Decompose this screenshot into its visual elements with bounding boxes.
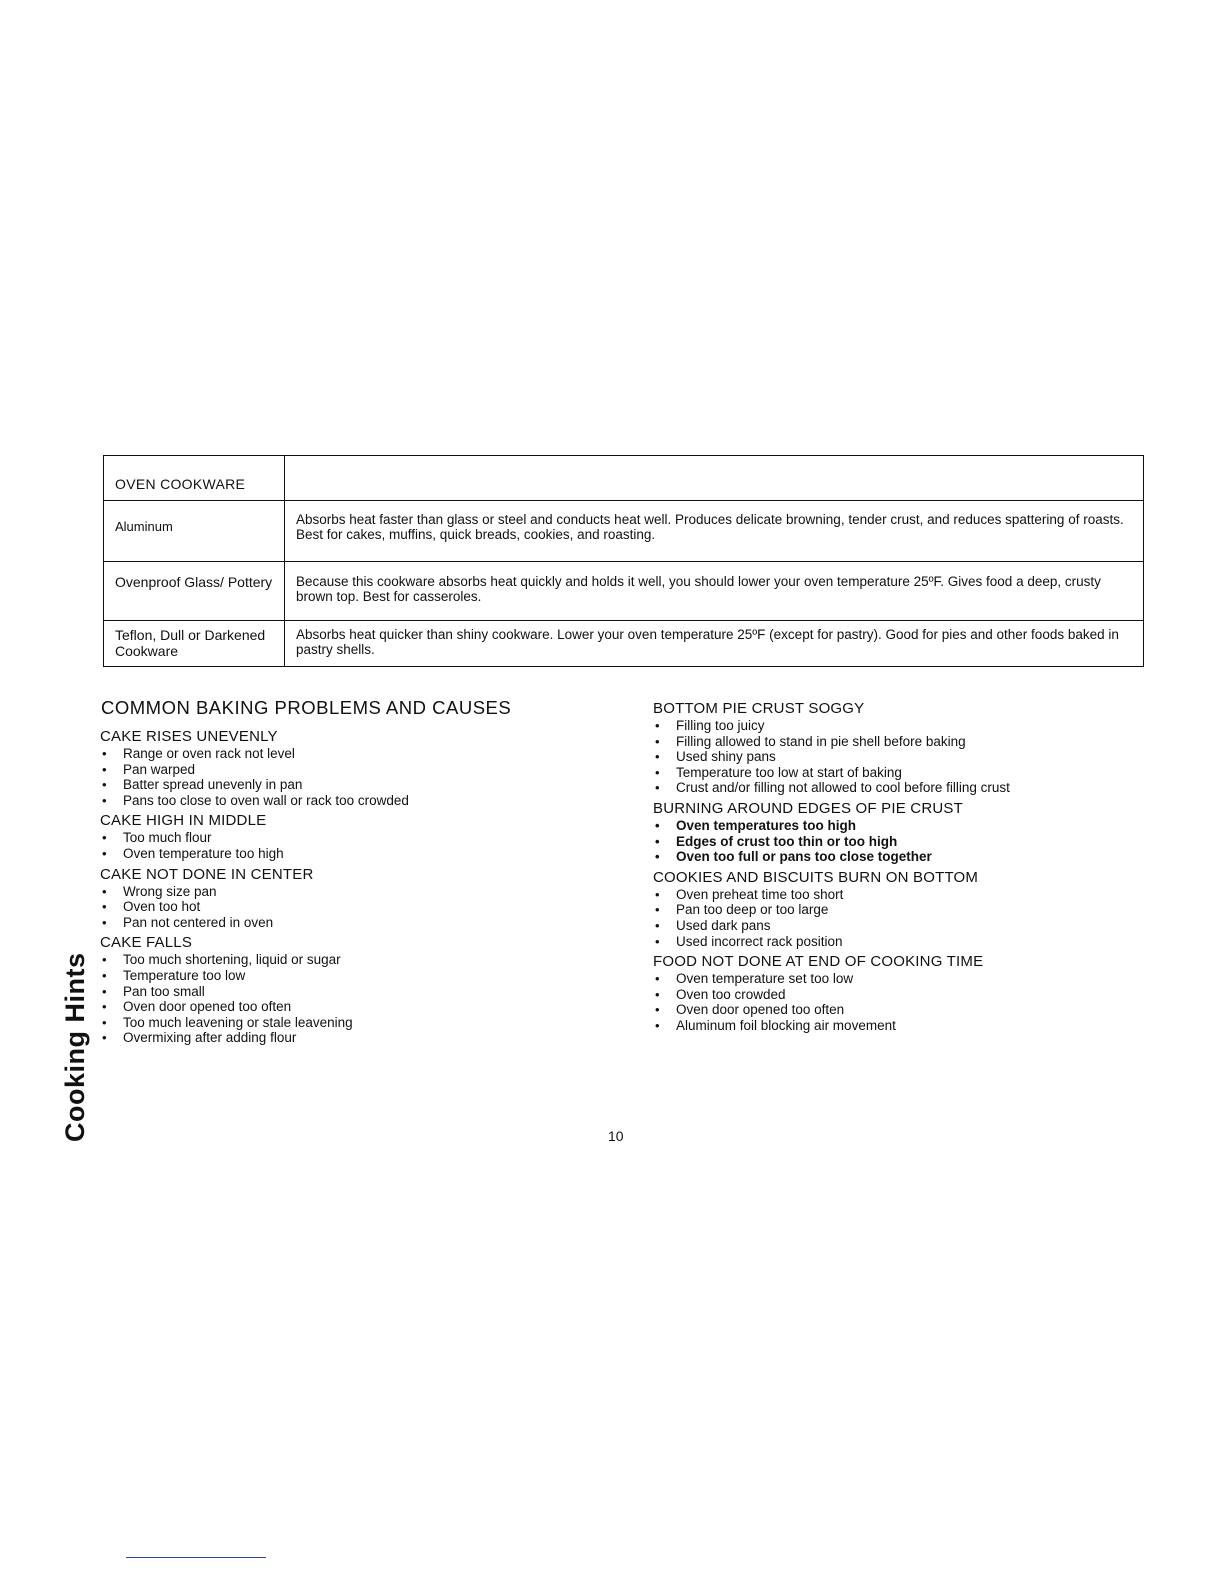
cause-item: • Pan too deep or too large bbox=[653, 902, 1123, 918]
cause-item: • Oven temperatures too high bbox=[653, 818, 1123, 834]
cause-item: • Oven door opened too often bbox=[653, 1002, 1123, 1018]
table-header-row bbox=[104, 456, 1143, 500]
problem-heading: CAKE FALLS bbox=[100, 934, 193, 952]
cause-item: • Temperature too low at start of baking bbox=[653, 765, 1123, 781]
cause-item: • Pan warped bbox=[100, 762, 570, 778]
cause-item: • Oven too crowded bbox=[653, 987, 1123, 1003]
cause-list bbox=[100, 884, 570, 931]
cause-item: • Oven preheat time too short bbox=[653, 887, 1123, 903]
table-header-empty bbox=[285, 456, 1143, 500]
cause-item: • Crust and/or filling not allowed to cool before filling crust bbox=[653, 780, 1123, 796]
cause-item: • Too much shortening, liquid or sugar bbox=[100, 952, 570, 968]
cause-item: • Oven door opened too often bbox=[100, 999, 570, 1015]
cause-item: • Batter spread unevenly in pan bbox=[100, 777, 570, 793]
footer-rule bbox=[126, 1557, 266, 1558]
problem-heading: BURNING AROUND EDGES OF PIE CRUST bbox=[653, 799, 963, 817]
problem-heading: FOOD NOT DONE AT END OF COOKING TIME bbox=[653, 953, 984, 971]
cause-list bbox=[100, 952, 570, 1046]
cause-item: • Filling too juicy bbox=[653, 718, 1123, 734]
cause-item: • Range or oven rack not level bbox=[100, 746, 570, 762]
cookware-description: Because this cookware absorbs heat quickly and holds it well, you should lower your oven temperature 25ºF. Gives food a deep, crusty brown top. Best for casseroles. bbox=[296, 574, 1101, 604]
cause-list bbox=[100, 830, 570, 861]
cookware-description: Absorbs heat quicker than shiny cookware. Lower your oven temperature 25ºF (except for pastry). Good for pies and other foods baked in pastry shells. bbox=[296, 627, 1119, 657]
cause-item: • Oven too hot bbox=[100, 899, 570, 915]
cause-item: • Used shiny pans bbox=[653, 749, 1123, 765]
problem-heading: COOKIES AND BISCUITS BURN ON BOTTOM bbox=[653, 868, 979, 886]
cookware-name: Aluminum bbox=[104, 501, 285, 561]
cause-item: • Oven temperature set too low bbox=[653, 971, 1123, 987]
table-header: OVEN COOKWARE bbox=[104, 456, 285, 500]
problems-left-column bbox=[100, 728, 570, 1046]
cause-list bbox=[100, 746, 570, 808]
table-row bbox=[104, 561, 1143, 620]
table-row bbox=[104, 500, 1143, 561]
cause-item: • Pans too close to oven wall or rack too crowded bbox=[100, 793, 570, 809]
problem-heading: CAKE HIGH IN MIDDLE bbox=[100, 812, 267, 830]
cause-list bbox=[653, 971, 1123, 1033]
problem-heading: BOTTOM PIE CRUST SOGGY bbox=[653, 700, 865, 717]
cause-list bbox=[653, 887, 1123, 949]
section-title: COMMON BAKING PROBLEMS AND CAUSES bbox=[101, 697, 512, 718]
table-row bbox=[104, 620, 1143, 666]
cause-item: • Too much leavening or stale leavening bbox=[100, 1015, 570, 1031]
problems-right-column bbox=[653, 700, 1123, 1034]
cause-item: • Aluminum foil blocking air movement bbox=[653, 1018, 1123, 1034]
cause-item: • Pan not centered in oven bbox=[100, 915, 570, 931]
cause-item: • Used incorrect rack position bbox=[653, 934, 1123, 950]
cause-list bbox=[653, 718, 1123, 796]
cause-item: • Oven temperature too high bbox=[100, 846, 570, 862]
sidebar-label: Cooking Hints bbox=[60, 952, 90, 1142]
cause-item: • Edges of crust too thin or too high bbox=[653, 834, 1123, 850]
cause-item: • Used dark pans bbox=[653, 918, 1123, 934]
cookware-name: Teflon, Dull or Darkened Cookware bbox=[104, 621, 285, 666]
cookware-description: Absorbs heat faster than glass or steel and conducts heat well. Produces delicate browning, tender crust, and reduces spattering of roasts. Best for cakes, muffins, quick breads, cookies, and roasting. bbox=[296, 512, 1124, 542]
cookware-name: Ovenproof Glass/ Pottery bbox=[104, 562, 285, 620]
problem-heading: CAKE RISES UNEVENLY bbox=[100, 728, 278, 745]
cause-item: • Overmixing after adding flour bbox=[100, 1030, 570, 1046]
problem-heading: CAKE NOT DONE IN CENTER bbox=[100, 865, 314, 883]
cause-item: • Temperature too low bbox=[100, 968, 570, 984]
cause-item: • Filling allowed to stand in pie shell before baking bbox=[653, 734, 1123, 750]
cookware-table bbox=[103, 455, 1144, 667]
cause-item: • Pan too small bbox=[100, 984, 570, 1000]
cause-list bbox=[653, 818, 1123, 865]
page-number: 10 bbox=[608, 1128, 624, 1144]
cause-item: • Oven too full or pans too close together bbox=[653, 849, 1123, 865]
cause-item: • Wrong size pan bbox=[100, 884, 570, 900]
cause-item: • Too much flour bbox=[100, 830, 570, 846]
